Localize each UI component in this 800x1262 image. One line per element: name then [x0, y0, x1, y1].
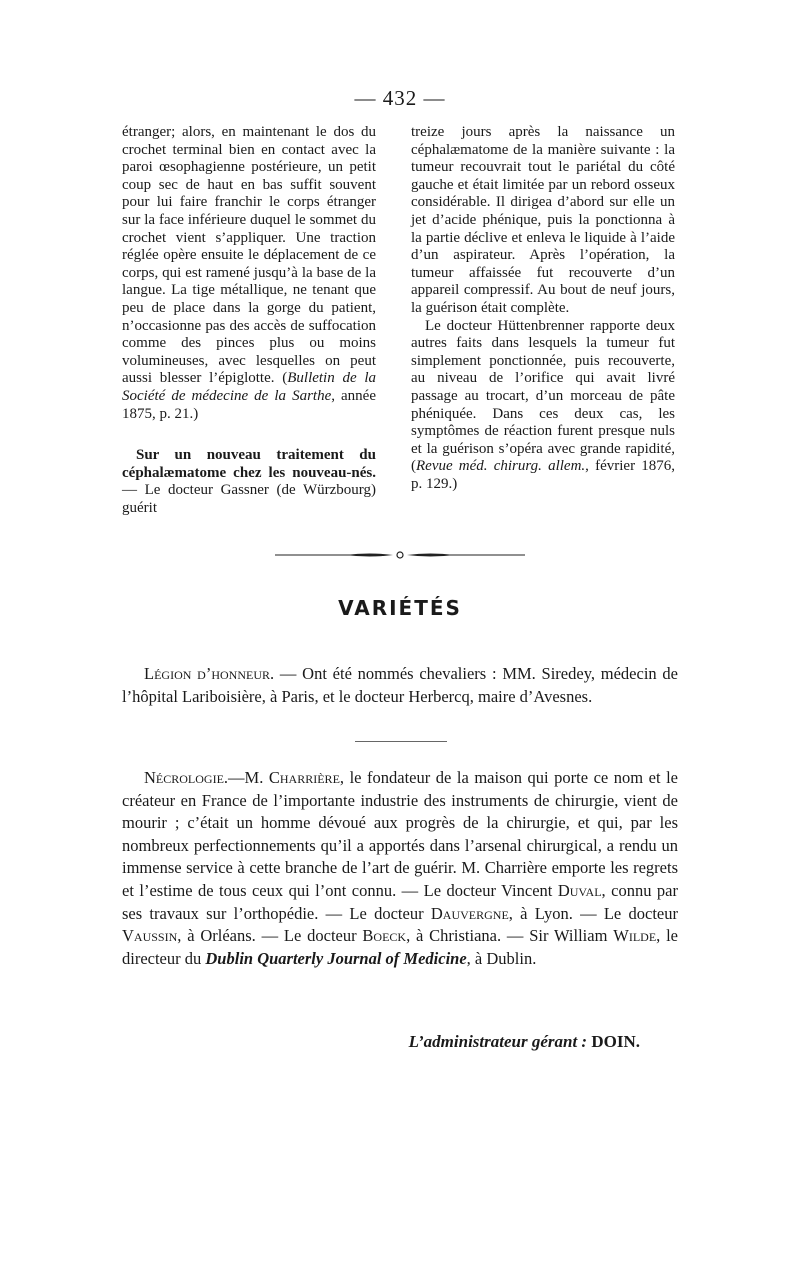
- right-column: [411, 124, 675, 493]
- necrologie-text-5: , à Orléans. — Le docteur: [177, 926, 363, 946]
- right-para2-end: , février 1876, p. 129.): [411, 458, 675, 492]
- name-dauvergne: Dauvergne: [430, 903, 509, 923]
- necrologie-text-1: —M.: [228, 768, 269, 787]
- necrologie-text-6: , à Christiana. — Sir William: [406, 926, 614, 946]
- necrologie-text-2: , le fondateur de la maison qui porte ce nom et le créateur en France de l’importante industrie des instruments de chirurgie, vient de mourir ; c’était un homme dévoué aux progrès de la chirurgie, et qui, par les nombreux perfectionnements qu’il a apportés dans l’arsenal chirurgical, a rendu un immense service à cette branche de l’art de guérir. M. Charrière emporte les regrets et l’estime de tous ceux qui l’ont connu. — Le docteur Vincent: [122, 768, 679, 900]
- article-title: Sur un nouveau traitement du céphalæmatome chez les nouveau-nés.: [122, 447, 376, 481]
- page-number: — 432 —: [354, 86, 446, 110]
- signature-name: DOIN.: [587, 1032, 640, 1051]
- legion-text: — Ont été nommés chevaliers : MM. Siredey, médecin de l’hôpital Lariboisière, à Paris, et le docteur Herbercq, maire d’Avesnes.: [122, 664, 678, 706]
- left-paragraph-2: [122, 447, 376, 517]
- right-paragraph-1: treize jours après la naissance un céphalæmatome de la manière suivante : la tumeur recouvrait tout le pariétal du côté gauche et était limitée par un rebord osseux considérable. Il dirigea d’abord sur elle un jet d’acide phénique, puis la ponctionna à la partie déclive et enleva le liquide à l’aide d’un aspirateur. Après l’opération, la tumeur affaissée fut recouverte d’un appareil compressif. Au bout de neuf jours, la guérison était complète.: [411, 124, 675, 316]
- article-lead: — Le docteur Gassner (de Würzbourg) guérit: [122, 482, 376, 516]
- necrologie-text-7: , le directeur du: [122, 926, 679, 968]
- legion-paragraph: [122, 663, 678, 708]
- left-para1-text: étranger; alors, en maintenant le dos du crochet terminal bien en contact avec la paroi œsophagienne postérieure, un petit coup sec de haut en bas suffit souvent pour lui faire franchir le corps étranger sur la face inférieure duquel le sommet du crochet vient s’appliquer. Une traction réglée opère ensuite le déplacement de ce corps, qui est ramené jusqu’à la base de la langue. La tige métallique, ne tenant que peu de place dans la gorge du patient, n’occasionne pas des accès de suffocation comme des pinces plus ou moins volumineuses, avec lesquelles on peut aussi blesser l’épiglotte. (: [122, 124, 376, 387]
- left-column: [122, 124, 376, 517]
- necrologie-text-8: , à Dublin.: [466, 948, 537, 968]
- right-reference-italic: Revue méd. chirurg. allem.: [416, 458, 586, 475]
- right-paragraph-2: [411, 318, 675, 494]
- section-heading: VARIÉTÉS: [338, 596, 462, 620]
- left-paragraph-1: [122, 124, 376, 423]
- necrologie-label: Nécrologie.: [144, 768, 229, 787]
- signature-label: L’administrateur gérant :: [408, 1032, 588, 1051]
- right-para2-text: Le docteur Hüttenbrenner rapporte deux autres faits dans lesquels la tumeur fut simplement ponctionnée, puis recouverte, au niveau de l’orifice qui avait livré passage au trocart, d’un morceau de pâte phéniquée. Dans ces deux cas, les symptômes de réaction furent presque nuls et la guérison s’opéra avec grande rapidité, (: [411, 317, 675, 475]
- name-duval: Duval: [557, 880, 602, 900]
- name-charriere: Charrière: [268, 768, 340, 787]
- left-reference-italic: Bulletin de la Société de médecine de la Sarthe: [122, 370, 376, 404]
- name-boeck: Boeck: [362, 926, 407, 946]
- short-divider: [355, 741, 447, 742]
- necrologie-text-4: , à Lyon. — Le docteur: [508, 903, 679, 923]
- name-wilde: Wilde: [613, 926, 657, 946]
- signature: [409, 1032, 640, 1052]
- journal-title: Dublin Quarterly Journal of Medicine: [205, 948, 467, 968]
- name-vaussin: Vaussin: [122, 926, 178, 946]
- necrologie-paragraph: [122, 767, 678, 970]
- ornamental-rule: [275, 551, 525, 559]
- left-para1-end: , année 1875, p. 21.): [122, 387, 376, 422]
- legion-label: Légion d’honneur.: [144, 664, 275, 683]
- necrologie-text-3: , connu par ses travaux sur l’orthopédie. — Le docteur: [122, 880, 678, 923]
